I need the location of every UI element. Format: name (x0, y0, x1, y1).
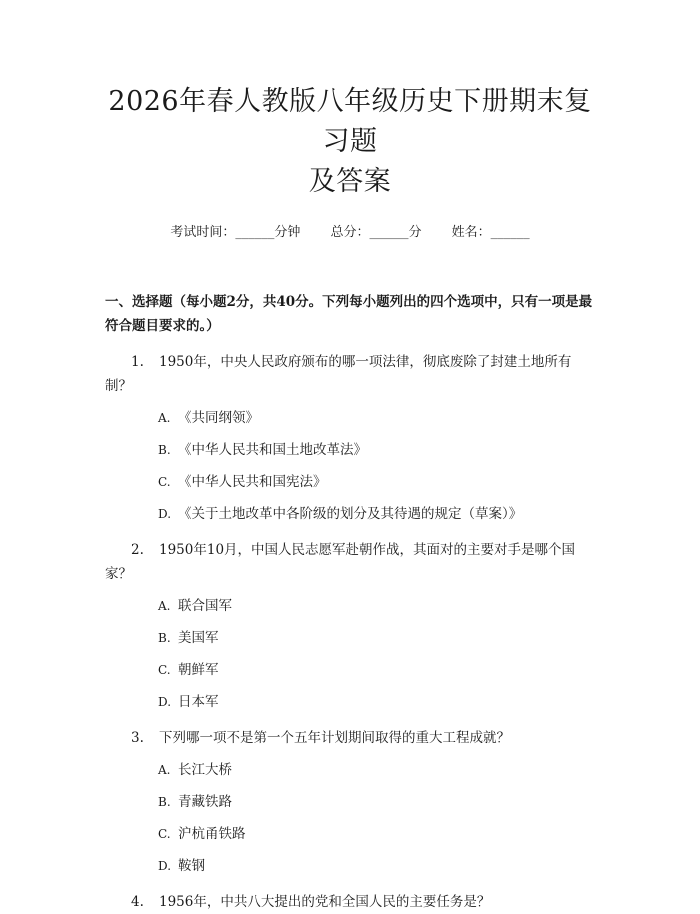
question-3-option-d (105, 854, 595, 878)
question-3-option-b (105, 790, 595, 814)
question-number: 1. (131, 354, 144, 370)
option-label: B. (158, 443, 171, 457)
question-2-option-b (105, 626, 595, 650)
option-text: 日本军 (178, 694, 219, 710)
question-1-option-d (105, 502, 595, 526)
document-title-line-1: 2026年春人教版八年级历史下册期末复习题 (108, 86, 592, 157)
exam-time-field: 考试时间：______分钟 (170, 225, 301, 240)
question-3 (105, 726, 595, 750)
question-4 (105, 890, 595, 914)
option-label: C. (158, 663, 171, 677)
option-label: C. (158, 827, 171, 841)
question-1-option-a (105, 406, 595, 430)
question-number: 3. (131, 730, 144, 746)
option-label: C. (158, 475, 171, 489)
option-text: 《关于土地改革中各阶级的划分及其待遇的规定（草案）》 (178, 506, 523, 522)
question-2-option-c (105, 658, 595, 682)
option-text: 联合国军 (178, 598, 232, 614)
option-label: B. (158, 795, 171, 809)
option-text: 朝鲜军 (178, 662, 219, 678)
option-text: 《共同纲领》 (178, 410, 259, 426)
question-text: 下列哪一项不是第一个五年计划期间取得的重大工程成就？ (159, 730, 510, 746)
question-3-option-a (105, 758, 595, 782)
option-text: 沪杭甬铁路 (178, 826, 246, 842)
document-title (105, 0, 595, 202)
question-text: 1950年，中央人民政府颁布的哪一项法律，彻底废除了封建土地所有制？ (105, 354, 572, 394)
total-score-field: 总分：______分 (330, 225, 422, 240)
option-text: 《中华人民共和国土地改革法》 (178, 442, 367, 458)
option-text: 青藏铁路 (178, 794, 232, 810)
option-text: 长江大桥 (178, 762, 232, 778)
question-2-option-d (105, 690, 595, 714)
section-heading-multiple-choice: 一、选择题（每小题2分，共40分。下列每小题列出的四个选项中，只有一项是最符合题目要求的。） (105, 294, 593, 334)
option-label: D. (158, 507, 172, 521)
option-text: 美国军 (178, 630, 219, 646)
question-1 (105, 350, 595, 398)
option-label: D. (158, 859, 172, 873)
option-text: 鞍钢 (178, 858, 205, 874)
question-1-option-b (105, 438, 595, 462)
question-number: 2. (131, 542, 144, 558)
exam-meta-line (105, 224, 595, 242)
option-label: A. (158, 763, 171, 777)
option-text: 《中华人民共和国宪法》 (178, 474, 327, 490)
question-3-option-c (105, 822, 595, 846)
question-2-option-a (105, 594, 595, 618)
student-name-field: 姓名：______ (451, 225, 530, 240)
question-text: 1956年，中共八大提出的党和全国人民的主要任务是？ (159, 894, 491, 910)
question-number: 4. (131, 894, 144, 910)
document-title-line-2: 及答案 (308, 166, 392, 197)
option-label: A. (158, 411, 171, 425)
option-label: A. (158, 599, 171, 613)
question-2 (105, 538, 595, 586)
option-label: B. (158, 631, 171, 645)
question-1-option-c (105, 470, 595, 494)
option-label: D. (158, 695, 172, 709)
question-text: 1950年10月，中国人民志愿军赴朝作战，其面对的主要对手是哪个国家？ (105, 542, 576, 582)
